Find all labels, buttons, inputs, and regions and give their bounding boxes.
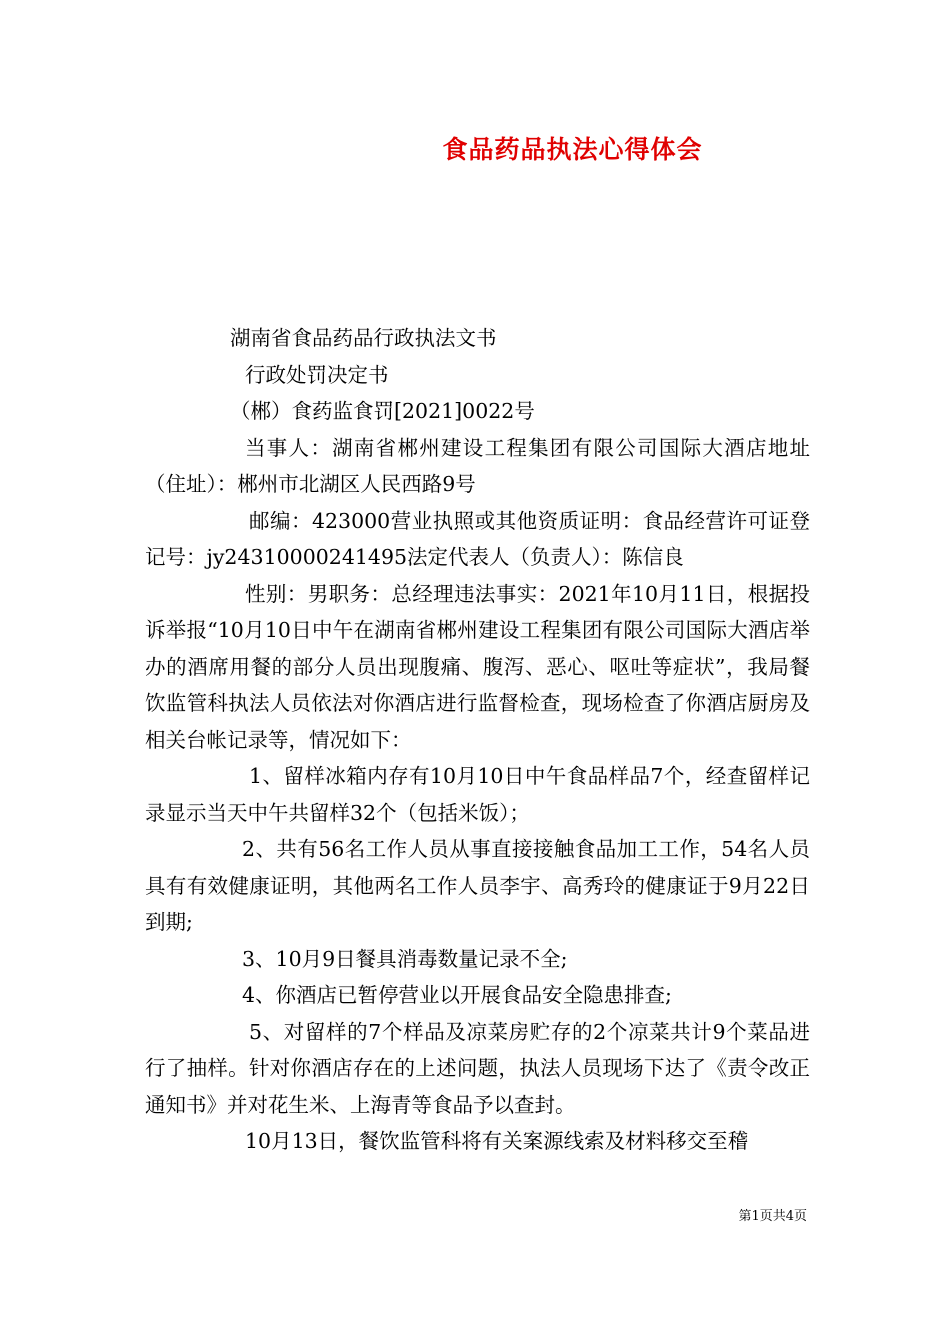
document-body xyxy=(145,320,810,1160)
paragraph-item-4: 4、你酒店已暂停营业以开展食品安全隐患排查; xyxy=(242,983,672,1007)
document-title: 食品药品执法心得体会 xyxy=(442,135,703,164)
paragraph-transfer: 10月13日，餐饮监管科将有关案源线索及材料移交至稽 xyxy=(245,1129,749,1153)
paragraph-party: 当事人：湖南省郴州建设工程集团有限公司国际大酒店地址（住址）：郴州市北湖区人民西路9号 xyxy=(145,435,810,496)
paragraph-license: 邮编：423000营业执照或其他资质证明：食品经营许可证登记号：jy24310000241495法定代表人（负责人）：陈信良 xyxy=(145,508,810,569)
paragraph-item-1: 1、留样冰箱内存有10月10日中午食品样品7个，经查留样记录显示当天中午共留样32个（包括米饭）； xyxy=(145,764,810,825)
page-footer: 第1页共4页 xyxy=(738,1209,807,1224)
paragraph-facts: 性别：男职务：总经理违法事实：2021年10月11日，根据投诉举报“10月10日中午在湖南省郴州建设工程集团有限公司国际大酒店举办的酒席用餐的部分人员出现腹痛、腹泻、恶心、呕吐等症状”，我局餐饮监管科执法人员依法对你酒店进行监督检查，现场检查了你酒店厨房及相关台帐记录等，情况如下： xyxy=(145,581,810,752)
paragraph-item-5: 5、对留样的7个样品及凉菜房贮存的2个凉菜共计9个菜品进行了抽样。针对你酒店存在的上述问题，执法人员现场下达了《责令改正通知书》并对花生米、上海青等食品予以查封。 xyxy=(145,1019,810,1117)
paragraph-item-3: 3、10月9日餐具消毒数量记录不全; xyxy=(242,946,568,971)
paragraph-issuer: 湖南省食品药品行政执法文书 xyxy=(230,326,497,350)
paragraph-doc-type: 行政处罚决定书 xyxy=(245,362,389,387)
paragraph-item-2: 2、共有56名工作人员从事直接接触食品加工工作，54名人员具有有效健康证明，其他两名工作人员李宇、高秀玲的健康证于9月22日到期; xyxy=(145,837,810,934)
paragraph-doc-number: （郴）食药监食罚[2021]0022号 xyxy=(230,399,535,423)
